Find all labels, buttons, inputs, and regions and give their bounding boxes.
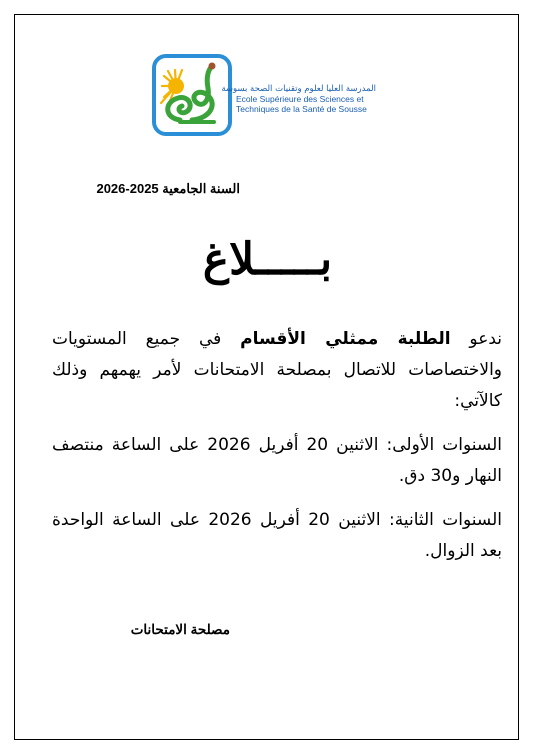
signature: مصلحة الامتحانات [130, 622, 230, 637]
sun-snake-icon [156, 58, 228, 132]
logo-text [221, 84, 376, 114]
paragraph-second-years: السنوات الثانية: الاثنين 20 أفريل 2026 على الساعة الواحدة بعد الزوال. [52, 510, 503, 561]
logo-arabic-name: المدرسة العليا لعلوم وتقنيات الصحة بسوسة [221, 84, 376, 94]
school-logo [152, 54, 380, 140]
paragraph1-after: في جميع المستويات والاختصاصات للاتصال بمصلحة الامتحانات لأمر يهمهم وذلك كالآتي: [52, 329, 502, 411]
paragraph-first-years: السنوات الأولى: الاثنين 20 أفريل 2026 على الساعة منتصف النهار و30 دق. [52, 435, 502, 486]
logo-french-line1: Ecole Supérieure des Sciences et [236, 94, 364, 104]
logo-french-line2: Techniques de la Santé de Sousse [236, 103, 367, 114]
paragraph1-bold: الطلبة ممثلي الأقسام [240, 329, 451, 349]
announcement-title: بـــــلاغ [202, 234, 333, 285]
logo-emblem [152, 54, 232, 136]
academic-year: السنة الجامعية 2025-2026 [96, 181, 240, 196]
paragraph1-before: ندعو [450, 329, 503, 349]
paragraph-invitation [52, 324, 502, 417]
